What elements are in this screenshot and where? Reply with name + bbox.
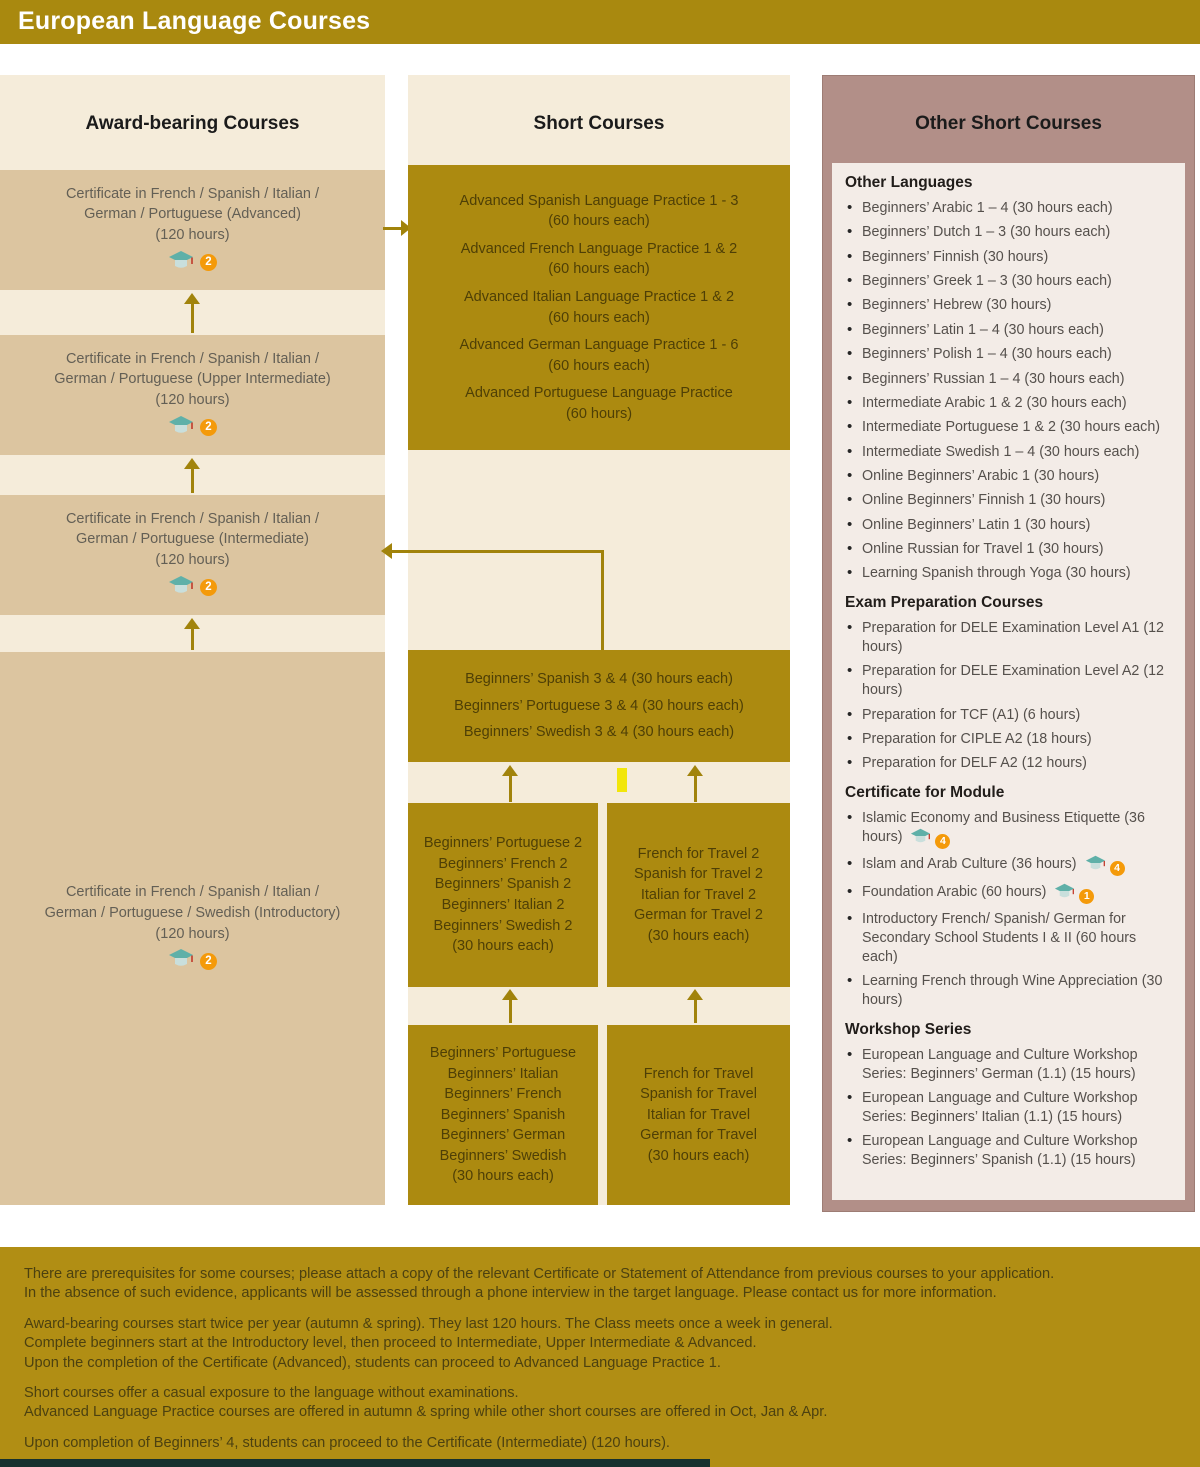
flow-arrow-up-icon bbox=[687, 765, 703, 802]
graduation-cap-icon bbox=[1054, 883, 1075, 905]
course-list-item bbox=[845, 1132, 1172, 1170]
title-bar bbox=[0, 0, 1200, 44]
course-line: Beginners’ Swedish bbox=[439, 1147, 567, 1164]
flow-connector-line bbox=[601, 550, 604, 650]
course-list-item bbox=[845, 540, 1172, 559]
graduation-cap-icon bbox=[168, 575, 194, 602]
footer-line: Advanced Language Practice courses are offered in autumn & spring while other short courses are offered in Oct, Jan & Apr. bbox=[24, 1404, 828, 1421]
flow-arrow-up-icon bbox=[184, 293, 200, 333]
course-text: Preparation for CIPLE A2 (18 hours) bbox=[862, 731, 1092, 748]
beginners-1-box bbox=[408, 1025, 598, 1205]
flow-arrow-up-icon bbox=[502, 765, 518, 802]
course-text: Beginners’ Dutch 1 – 3 (30 hours each) bbox=[862, 224, 1111, 241]
course-text: Foundation Arabic (60 hours) bbox=[862, 883, 1047, 900]
footer-line: Upon completion of Beginners’ 4, students can proceed to the Certificate (Intermediate) (120 hours). bbox=[24, 1434, 670, 1451]
intake-count-badge: 2 bbox=[200, 254, 217, 271]
course-list-item bbox=[845, 345, 1172, 364]
course-text: Online Beginners’ Arabic 1 (30 hours) bbox=[862, 467, 1100, 484]
intake-count-badge: 1 bbox=[1079, 889, 1094, 904]
certificate-icon-row bbox=[168, 415, 217, 442]
course-list-item bbox=[845, 1046, 1172, 1084]
course-line: Beginners’ Spanish bbox=[440, 1106, 566, 1123]
course-list-item bbox=[845, 394, 1172, 413]
course-section bbox=[845, 784, 1172, 1010]
course-text: Online Beginners’ Latin 1 (30 hours) bbox=[862, 516, 1091, 533]
advanced-practice-box bbox=[408, 165, 790, 450]
graduation-cap-icon bbox=[1085, 855, 1106, 877]
course-text: Learning French through Wine Appreciation (30 hours) bbox=[862, 973, 1163, 1009]
graduation-cap-icon bbox=[168, 250, 194, 277]
section-heading: Workshop Series bbox=[845, 1021, 972, 1038]
beginners-3-4-box bbox=[408, 650, 790, 762]
footer-line: Complete beginners start at the Introductory level, then proceed to Intermediate, Upper Intermediate & Advanced. bbox=[24, 1335, 757, 1352]
advanced-practice-group bbox=[458, 287, 740, 328]
course-line: Beginners’ Spanish 3 & 4 (30 hours each) bbox=[465, 671, 733, 688]
course-list-item bbox=[845, 730, 1172, 749]
certificate-icon-row bbox=[168, 575, 217, 602]
certificate-flag bbox=[903, 829, 951, 848]
course-list-item bbox=[845, 910, 1172, 967]
course-list-item bbox=[845, 1089, 1172, 1127]
footer-line: In the absence of such evidence, applicants will be assessed through a phone interview in the target language. Please contact us for more information. bbox=[24, 1285, 997, 1302]
course-text: Intermediate Swedish 1 – 4 (30 hours each) bbox=[862, 443, 1140, 460]
certificate-box-line: (120 hours) bbox=[155, 227, 230, 243]
course-text: Preparation for DELE Examination Level A1 (12 hours) bbox=[862, 620, 1164, 656]
certificate-box-line: German / Portuguese (Upper Intermediate) bbox=[54, 371, 331, 388]
other-short-courses-panel bbox=[832, 163, 1185, 1200]
course-text: Intermediate Portuguese 1 & 2 (30 hours each) bbox=[862, 419, 1161, 436]
other-column-header: Other Short Courses bbox=[915, 113, 1102, 134]
course-hours: (60 hours) bbox=[565, 405, 633, 422]
certificate-box bbox=[0, 170, 385, 290]
course-name: Advanced French Language Practice 1 & 2 bbox=[460, 240, 738, 257]
course-name: Advanced German Language Practice 1 - 6 bbox=[459, 337, 739, 354]
course-text: Beginners’ Arabic 1 – 4 (30 hours each) bbox=[862, 200, 1113, 216]
course-list-item bbox=[845, 855, 1172, 877]
course-list-item bbox=[845, 516, 1172, 535]
course-name: Advanced Italian Language Practice 1 & 2 bbox=[463, 288, 735, 305]
course-list-item bbox=[845, 706, 1172, 725]
certificate-box bbox=[0, 495, 385, 615]
footer-line: Award-bearing courses start twice per year (autumn & spring). They last 120 hours. The Class meets once a week in general. bbox=[24, 1315, 833, 1332]
course-text: Beginners’ Russian 1 – 4 (30 hours each) bbox=[862, 370, 1125, 387]
graduation-cap-icon bbox=[910, 828, 931, 850]
section-heading: Other Languages bbox=[845, 174, 973, 191]
flow-arrow-left-icon bbox=[381, 543, 392, 559]
course-text: Learning Spanish through Yoga (30 hours) bbox=[862, 565, 1131, 582]
footer-paragraph bbox=[24, 1384, 1200, 1423]
course-list bbox=[845, 199, 1172, 583]
course-list bbox=[845, 1046, 1172, 1170]
course-text: Beginners’ Greek 1 – 3 (30 hours each) bbox=[862, 273, 1112, 290]
footer-line: Short courses offer a casual exposure to the language without examinations. bbox=[24, 1385, 519, 1402]
footer-paragraph bbox=[24, 1434, 1200, 1453]
course-line: Spanish for Travel 2 bbox=[634, 866, 763, 883]
advanced-practice-group bbox=[455, 239, 743, 280]
certificate-icon-row bbox=[168, 948, 217, 975]
certificate-box-line: (120 hours) bbox=[155, 392, 230, 408]
course-list bbox=[845, 809, 1172, 1010]
bottom-edge-strip bbox=[0, 1459, 710, 1467]
flow-arrow-right-icon bbox=[383, 220, 411, 236]
course-line: (30 hours each) bbox=[647, 1147, 750, 1164]
course-text: Preparation for DELE Examination Level A2 (12 hours) bbox=[862, 663, 1164, 699]
certificate-box-line: Certificate in French / Spanish / Italian / bbox=[65, 510, 320, 527]
flow-arrow-up-icon bbox=[184, 458, 200, 493]
flow-arrow-up-icon bbox=[184, 618, 200, 650]
course-name: Advanced Portuguese Language Practice bbox=[465, 385, 733, 402]
course-text: Beginners’ Latin 1 – 4 (30 hours each) bbox=[862, 321, 1104, 338]
course-line: Beginners’ Portuguese 2 bbox=[423, 835, 583, 852]
course-line: German for Travel 2 bbox=[634, 907, 763, 924]
flow-arrow-up-icon bbox=[502, 989, 518, 1023]
course-line: (30 hours each) bbox=[647, 927, 750, 944]
page-title: European Language Courses bbox=[18, 7, 371, 35]
course-list bbox=[845, 619, 1172, 773]
course-line: Beginners’ Spanish 2 bbox=[434, 876, 572, 893]
certificate-box bbox=[0, 652, 385, 1205]
course-list-item bbox=[845, 564, 1172, 583]
advanced-practice-group bbox=[454, 335, 745, 376]
course-line: Italian for Travel 2 bbox=[640, 886, 757, 903]
course-list-item bbox=[845, 370, 1172, 389]
certificate-icon-row bbox=[168, 250, 217, 277]
footer-line: Upon the completion of the Certificate (Advanced), students can proceed to Advanced Language Practice 1. bbox=[24, 1354, 721, 1371]
advanced-practice-group bbox=[454, 191, 745, 232]
intake-count-badge: 4 bbox=[1110, 861, 1125, 876]
course-line: Beginners’ Swedish 2 bbox=[433, 917, 573, 934]
flow-arrow-up-icon bbox=[687, 989, 703, 1023]
course-text: Online Russian for Travel 1 (30 hours) bbox=[862, 541, 1104, 558]
course-text: Preparation for DELF A2 (12 hours) bbox=[862, 755, 1087, 772]
course-list-item bbox=[845, 272, 1172, 291]
certificate-box bbox=[0, 335, 385, 455]
course-list-item bbox=[845, 491, 1172, 510]
course-list-item bbox=[845, 443, 1172, 462]
flow-connector-line bbox=[392, 550, 603, 553]
certificate-box-line: German / Portuguese / Swedish (Introductory) bbox=[44, 904, 341, 921]
course-list-item bbox=[845, 619, 1172, 657]
course-list-item bbox=[845, 972, 1172, 1010]
course-line: (30 hours each) bbox=[452, 938, 554, 955]
course-list-item bbox=[845, 296, 1172, 315]
certificate-box-line: Certificate in French / Spanish / Italian / bbox=[65, 884, 320, 901]
course-section bbox=[845, 174, 1172, 583]
course-line: German for Travel bbox=[640, 1127, 757, 1144]
footer-paragraph bbox=[24, 1315, 1200, 1373]
graduation-cap-icon bbox=[168, 415, 194, 442]
footer-paragraph bbox=[24, 1265, 1200, 1304]
course-text: European Language and Culture Workshop Series: Beginners’ Spanish (1.1) (15 hours) bbox=[862, 1133, 1138, 1169]
short-column-header: Short Courses bbox=[533, 113, 665, 134]
course-list-item bbox=[845, 199, 1172, 218]
course-text: Islamic Economy and Business Etiquette (36 hours) bbox=[862, 810, 1145, 846]
course-line: (30 hours each) bbox=[452, 1168, 554, 1185]
advanced-practice-group bbox=[459, 383, 739, 424]
certificate-box-line: (120 hours) bbox=[155, 925, 230, 942]
course-list-item bbox=[845, 223, 1172, 242]
certificate-box-line: Certificate in French / Spanish / Italian / bbox=[65, 350, 320, 367]
course-text: Online Beginners’ Finnish 1 (30 hours) bbox=[862, 492, 1106, 509]
course-text: Islam and Arab Culture (36 hours) bbox=[862, 856, 1077, 873]
course-line: Beginners’ French bbox=[444, 1086, 562, 1103]
certificate-box-line: German / Portuguese (Intermediate) bbox=[76, 531, 309, 548]
course-line: Beginners’ Portuguese bbox=[429, 1044, 577, 1061]
course-section bbox=[845, 594, 1172, 773]
course-hours: (60 hours each) bbox=[548, 213, 650, 230]
course-text: Beginners’ Polish 1 – 4 (30 hours each) bbox=[862, 346, 1112, 363]
intake-count-badge: 2 bbox=[200, 579, 217, 596]
award-column-header: Award-bearing Courses bbox=[85, 113, 300, 134]
course-text: Beginners’ Hebrew (30 hours) bbox=[862, 297, 1052, 314]
course-list-item bbox=[845, 418, 1172, 437]
section-heading: Certificate for Module bbox=[845, 784, 1005, 802]
certificate-flag bbox=[1046, 884, 1094, 900]
course-text: Preparation for TCF (A1) (6 hours) bbox=[862, 706, 1081, 723]
course-list-item bbox=[845, 321, 1172, 340]
course-text: Intermediate Arabic 1 & 2 (30 hours each) bbox=[862, 394, 1127, 411]
certificate-flag bbox=[1077, 856, 1125, 875]
course-line: French for Travel 2 bbox=[637, 845, 760, 862]
course-line: Beginners’ German bbox=[440, 1127, 566, 1144]
course-text: Introductory French/ Spanish/ German for Secondary School Students I & II (60 hours each) bbox=[862, 911, 1137, 965]
course-hours: (60 hours each) bbox=[548, 261, 650, 278]
course-line: French for Travel bbox=[643, 1065, 754, 1082]
course-line: Italian for Travel bbox=[646, 1106, 751, 1123]
course-line: Beginners’ Swedish 3 & 4 (30 hours each) bbox=[463, 724, 735, 741]
course-line: Beginners’ French 2 bbox=[438, 855, 568, 872]
course-section bbox=[845, 1021, 1172, 1170]
footer-line: There are prerequisites for some courses; please attach a copy of the relevant Certificate or Statement of Attendance from previous courses to your application. bbox=[24, 1266, 1055, 1282]
travel-2-box bbox=[607, 803, 790, 987]
certificate-box-line: German / Portuguese (Advanced) bbox=[84, 206, 301, 223]
course-name: Advanced Spanish Language Practice 1 - 3 bbox=[459, 192, 739, 209]
intake-count-badge: 4 bbox=[935, 834, 950, 849]
certificate-box-line: (120 hours) bbox=[155, 552, 230, 568]
course-list-item bbox=[845, 809, 1172, 850]
footer-notes bbox=[0, 1247, 1200, 1467]
course-line: Beginners’ Italian 2 bbox=[441, 897, 565, 913]
course-text: European Language and Culture Workshop Series: Beginners’ Italian (1.1) (15 hours) bbox=[862, 1090, 1138, 1126]
course-text: European Language and Culture Workshop Series: Beginners’ German (1.1) (15 hours) bbox=[862, 1047, 1138, 1082]
course-text: Beginners’ Finnish (30 hours) bbox=[862, 248, 1049, 265]
course-list-item bbox=[845, 248, 1172, 267]
intake-count-badge: 2 bbox=[200, 953, 217, 970]
course-line: Beginners’ Portuguese 3 & 4 (30 hours each) bbox=[454, 697, 744, 714]
course-list-item bbox=[845, 467, 1172, 486]
course-hours: (60 hours each) bbox=[548, 309, 650, 326]
course-line: Beginners’ Italian bbox=[447, 1065, 559, 1082]
graduation-cap-icon bbox=[168, 948, 194, 975]
course-list-item bbox=[845, 883, 1172, 905]
course-line: Spanish for Travel bbox=[640, 1086, 757, 1103]
course-list-item bbox=[845, 754, 1172, 773]
beginners-2-box bbox=[408, 803, 598, 987]
travel-1-box bbox=[607, 1025, 790, 1205]
course-list-item bbox=[845, 662, 1172, 700]
certificate-box-line: Certificate in French / Spanish / Italian / bbox=[65, 185, 320, 202]
intake-count-badge: 2 bbox=[200, 419, 217, 436]
section-heading: Exam Preparation Courses bbox=[845, 594, 1044, 612]
course-hours: (60 hours each) bbox=[548, 357, 650, 374]
highlight-mark bbox=[617, 768, 627, 792]
